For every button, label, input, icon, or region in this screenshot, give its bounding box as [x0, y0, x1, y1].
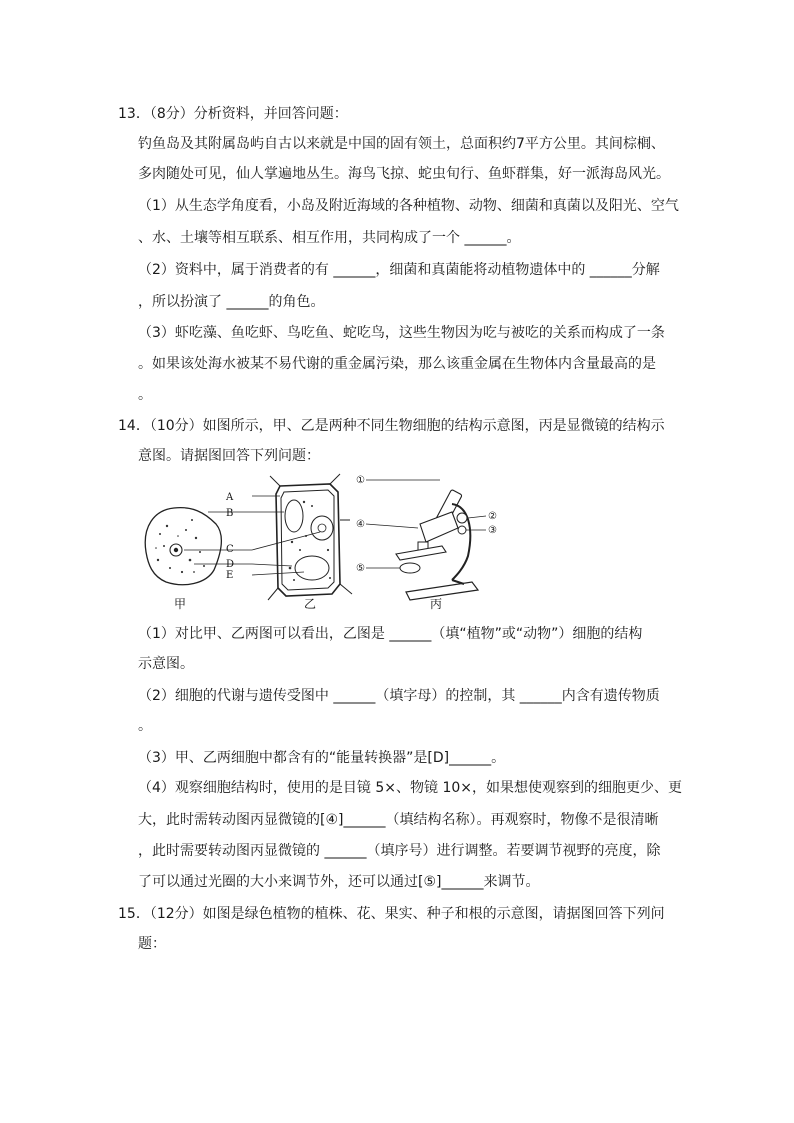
q13-passage-line1: 钓鱼岛及其附属岛屿自古以来就是中国的固有领土，总面积约7平方公里。其间棕榈、	[138, 136, 665, 152]
q14-sub4-line4: 了可以通过光圈的大小来调节外，还可以通过[⑤]______来调节。	[138, 874, 540, 890]
scope-label-3: ③	[488, 525, 497, 536]
q13-sub3-line2: 。如果该处海水被某不易代谢的重金属污染，那么该重金属在生物体内含量最高的是	[138, 356, 656, 372]
q14-sub3: （3）甲、乙两细胞中都含有的“能量转换器”是[D]______。	[138, 750, 506, 766]
q14-sub4-line2: 大，此时需转动图丙显微镜的[④]______（填结构名称）。再观察时，物像不是很清晰	[138, 812, 659, 828]
q15-header-line2: 题：	[138, 936, 166, 952]
q14-sub1-line1: （1）对比甲、乙两图可以看出，乙图是 ______（填“植物”或“动物”）细胞的结构	[138, 626, 643, 642]
label-c: C	[226, 544, 234, 555]
animal-cell-drawing	[145, 508, 252, 611]
q13-sub3-line1: （3）虾吃藻、鱼吃虾、鸟吃鱼、蛇吃鸟，这些生物因为吃与被吃的关系而构成了一条	[138, 325, 665, 341]
label-e: E	[226, 570, 234, 581]
label-d: D	[226, 559, 235, 570]
q14-sub1-line2: 示意图。	[138, 656, 194, 672]
cell-and-microscope-figure	[134, 472, 554, 614]
q14-sub4-line1: （4）观察细胞结构时，使用的是目镜 5×、物镜 10×，如果想使观察到的细胞更少、更	[138, 780, 682, 796]
q14-header: 14．（10分）如图所示，甲、乙是两种不同生物细胞的结构示意图，丙是显微镜的结构示	[118, 418, 665, 434]
q13-sub2-line2: ，所以扮演了 ______的角色。	[138, 294, 325, 310]
q14-header-line2: 意图。请据图回答下列问题：	[138, 448, 320, 464]
q13-sub3-line3: 。	[138, 387, 152, 403]
q14-sub4-line3: ，此时需要转动图丙显微镜的 ______（填序号）进行调整。若要调节视野的亮度，除	[138, 843, 661, 859]
q13-header: 13．（8分）分析资料，并回答问题：	[118, 106, 348, 122]
q14-sub2-line2: 。	[138, 718, 152, 734]
q14-sub2-line1: （2）细胞的代谢与遗传受图中 ______（填字母）的控制，其 ______内含有遗传物质	[138, 688, 660, 704]
figure-drawing	[134, 472, 554, 614]
label-b: B	[226, 508, 234, 519]
caption-bing: 丙	[430, 597, 443, 611]
q15-header: 15．（12分）如图是绿色植物的植株、花、果实、种子和根的示意图，请据图回答下列问	[118, 906, 665, 922]
q13-passage-line2: 多肉随处可见，仙人掌遍地丛生。海鸟飞掠、蛇虫旬行、鱼虾群集，好一派海岛风光。	[138, 166, 670, 182]
microscope-drawing	[356, 475, 497, 611]
q13-sub1-line2: 、水、土壤等相互联系、相互作用，共同构成了一个 ______。	[138, 230, 521, 246]
caption-jia: 甲	[174, 597, 187, 611]
q13-sub1-line1: （1）从生态学角度看，小岛及附近海域的各种植物、动物、细菌和真菌以及阳光、空气	[138, 198, 679, 214]
scope-label-4: ④	[356, 519, 365, 530]
scope-label-2: ②	[488, 511, 497, 522]
label-a: A	[226, 492, 234, 503]
caption-yi: 乙	[304, 597, 317, 611]
plant-cell-drawing	[252, 474, 352, 611]
scope-label-5: ⑤	[356, 563, 365, 574]
q13-sub2-line1: （2）资料中，属于消费者的有 ______，细菌和真菌能将动植物遗体中的 ______分解	[138, 262, 660, 278]
scope-label-1: ①	[356, 475, 365, 486]
